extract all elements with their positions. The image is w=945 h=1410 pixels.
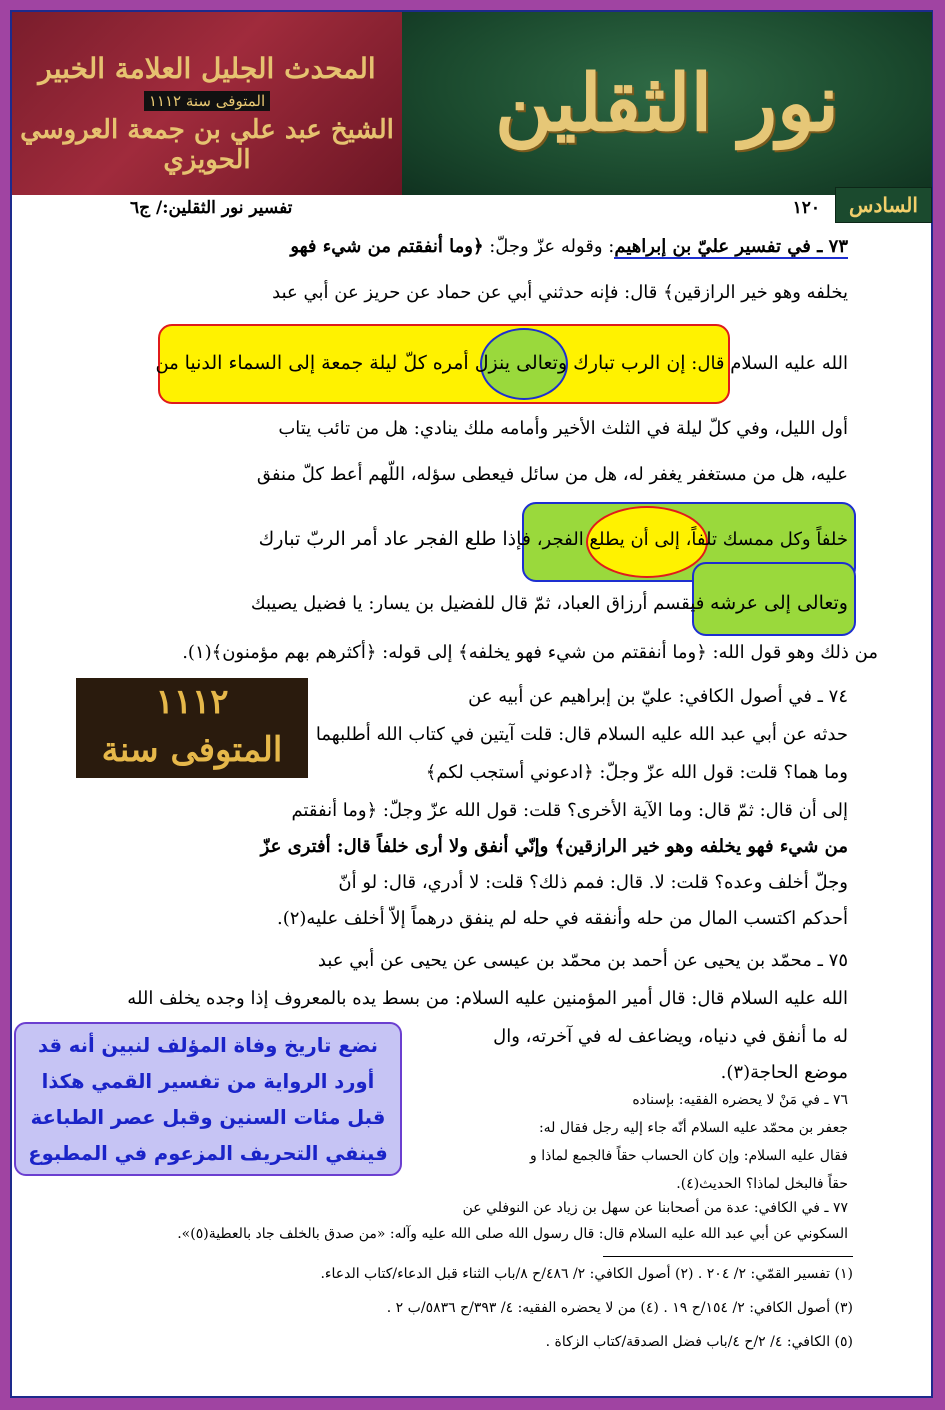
- footnote-3-4: (٣) أصول الكافي: ٢/ ١٥٤/ح ١٩ . (٤) من لا يحضره الفقيه: ٤/ ٣٩٣/ح ٥٨٣٦/ب ٢ .: [386, 1300, 853, 1316]
- seal-label: المتوفى سنة: [101, 730, 283, 770]
- hadith-74-line4: إلى أن قال: ثمّ قال: وما الآية الأخرى؟ قلت: قول الله عزّ وجلّ: ﴿وما أنفقتم: [291, 800, 848, 821]
- line3-post: من: [155, 353, 179, 374]
- line7-post: فيقسم أرزاق العباد، ثمّ قال للفضيل بن يسار: يا فضيل يصيبك: [250, 593, 705, 614]
- page-number: ١٢٠: [792, 198, 820, 218]
- hadith-76-line3: فقال عليه السلام: وإن كان الحساب حقاً فالجمع لماذا و: [530, 1148, 848, 1164]
- seal-year: ١١١٢: [155, 682, 229, 722]
- highlighted-text-2: فإذا طلع الفجر عاد أمر الربّ تبارك: [258, 528, 532, 550]
- highlighted-text-1: إن الرب تبارك وتعالى ينزل أمره كلّ ليلة جمعة إلى السماء الدنيا: [184, 352, 686, 374]
- author-title: المحدث الجليل العلامة الخبير: [38, 52, 376, 85]
- source-tafsir-qummi: ٧٣ ـ في تفسير عليّ بن إبراهيم: [614, 236, 848, 257]
- hadith-73-line4: أول الليل، وفي كلّ ليلة في الثلث الأخير وأمامه ملك ينادي: هل من تائب يتاب: [278, 418, 848, 439]
- hadith-74-line1: ٧٤ ـ في أصول الكافي: عليّ بن إبراهيم عن أبيه عن: [468, 686, 848, 707]
- hadith-74-line3: وما هما؟ قلت: قول الله عزّ وجلّ: ﴿ادعوني أستجب لكم﴾: [425, 762, 848, 783]
- hadith-77-line1: ٧٧ ـ في الكافي: عدة من أصحابنا عن سهل بن زياد عن النوفلي عن: [462, 1200, 848, 1216]
- hadith-74-line6: وجلّ أخلف وعده؟ قلت: لا. قال: فمم ذلك؟ قلت: لا أدري، قال: لو أنّ: [338, 872, 848, 893]
- hadith-73-line1: ٧٣ ـ في تفسير عليّ بن إبراهيم: وقوله عزّ وجلّ: ﴿وما أنفقتم من شيء فهو: [290, 236, 848, 257]
- footnote-rule: [603, 1256, 853, 1257]
- hadith-76-line4: حقاً فالبخل لماذا؟ الحديث(٤).: [676, 1176, 848, 1192]
- death-year-label: المتوفى سنة ١١١٢: [144, 91, 270, 111]
- hadith-75-line3: له ما أنفق في دنياه، ويضاعف له في آخرته، وال: [493, 1026, 848, 1047]
- hadith-73-line6: [259, 528, 848, 550]
- hadith-73-line2: يخلفه وهو خير الرازقين﴾ قال: فإنه حدثني أبي عن حماد عن حريز عن أبي عبد: [272, 282, 848, 303]
- death-year-seal: [76, 678, 308, 778]
- author-cover: [12, 12, 402, 195]
- hadith-76-line2: جعفر بن محمّد عليه السلام أنّه جاء إليه رجل فقال له:: [538, 1120, 848, 1136]
- hadith-77-line2: السكوني عن أبي عبد الله عليه السلام قال: قال رسول الله صلى الله عليه وآله: «من صدق بالخلف جاد بالعطية(٥)».: [177, 1226, 848, 1242]
- running-title: تفسير نور الثقلين:/ ج٦: [130, 198, 293, 218]
- note-line-4: فينفي التحريف المزعوم في المطبوع: [28, 1142, 388, 1165]
- hadith-74-line2: حدثه عن أبي عبد الله عليه السلام قال: قلت آيتين في كتاب الله أطلبهما: [315, 724, 848, 745]
- hadith-74-line7: أحدكم اكتسب المال من حله وأنفقه في حله لم ينفق درهماً إلاّ أخلف عليه(٢).: [276, 908, 848, 929]
- hadith-75-line1: ٧٥ ـ محمّد بن يحيى عن أحمد بن محمّد بن عيسى عن يحيى عن أبي عبد: [317, 950, 848, 971]
- hadith-75-line4: موضع الحاجة(٣).: [720, 1062, 848, 1083]
- hadith-74-line5: من شيء فهو يخلفه وهو خير الرازقين﴾ وإنّي أنفق ولا أرى خلفاً قال: أفترى عزّ: [260, 836, 848, 857]
- hadith-73-line7: [251, 592, 848, 614]
- note-line-3: قبل مئات السنين وقبل عصر الطباعة: [30, 1106, 386, 1129]
- book-title: نور الثقلين: [495, 58, 839, 149]
- line3-pre: الله عليه السلام قال:: [691, 353, 848, 374]
- hadith-73-line8: من ذلك وهو قول الله: ﴿وما أنفقتم من شيء فهو يخلفه﴾ إلى قوله: ﴿أكثرهم بهم مؤمنون﴾(١).: [182, 642, 878, 663]
- highlighted-text-3: وتعالى إلى عرشه: [710, 592, 848, 614]
- page-body: [130, 198, 850, 224]
- footnote-1-2: (١) تفسير القمّي: ٢/ ٢٠٤ . (٢) أصول الكافي: ٢/ ٤٨٦/ح ٨/باب الثناء قبل الدعاء/كتاب الدعاء.: [320, 1266, 853, 1282]
- hadith-73-line3: [155, 352, 848, 374]
- hadith-76-line1: ٧٦ ـ في مَنْ لا يحضره الفقيه: بإسناده: [632, 1092, 848, 1108]
- footnote-5: (٥) الكافي: ٤/ ٢/ح ٤/باب فضل الصدقة/كتاب الزكاة .: [545, 1334, 853, 1350]
- hadith-75-line2: الله عليه السلام قال: قال أمير المؤمنين عليه السلام: من بسط يده بالمعروف إذا وجده يخلف الله: [127, 988, 848, 1009]
- hadith-73-line5: عليه، هل من مستغفر يغفر له، هل من سائل فيعطى سؤله، اللّهم أعط كلّ منفق: [256, 464, 848, 485]
- volume-badge: السادس: [835, 187, 932, 223]
- line6-pre: خلفاً وكل ممسك تلفاً، إلى أن يطلع الفجر،: [536, 529, 848, 550]
- running-header: [130, 198, 850, 224]
- author-name: الشيخ عبد علي بن جمعة العروسي الحويزي: [20, 115, 394, 175]
- note-line-2: أورد الرواية من تفسير القمي هكذا: [41, 1070, 375, 1093]
- annotation-note: [14, 1022, 402, 1176]
- note-line-1: نضع تاريخ وفاة المؤلف لنبين أنه قد: [37, 1034, 379, 1057]
